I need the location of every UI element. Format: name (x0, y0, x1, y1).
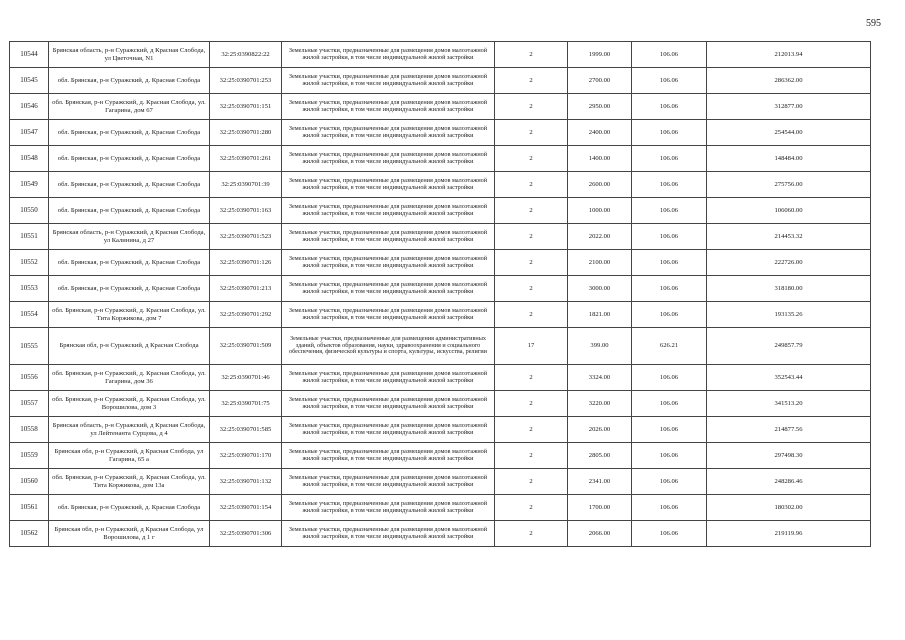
area-cell: 399.00 (568, 328, 632, 365)
address-cell: Брянская обл, р-н Суражский, д Красная Слобода, ул Ворошилова, д 1 г (49, 521, 210, 547)
cadastral-number-cell: 32:25:0390701:509 (210, 328, 282, 365)
table-row (10, 68, 871, 94)
cadastral-value-cell: 249857.79 (707, 328, 871, 365)
address-cell: Брянская область, р-н Суражский, д Красная Слобода, ул Калинина, д 27 (49, 224, 210, 250)
land-use-cell: Земельные участки, предназначенные для размещения домов малоэтажной жилой застройки, в том числе индивидуальной жилой застройки (282, 198, 495, 224)
area-cell: 2026.00 (568, 417, 632, 443)
rate-cell: 106.06 (632, 250, 707, 276)
table-row (10, 495, 871, 521)
area-cell: 2066.00 (568, 521, 632, 547)
address-cell: обл. Брянская, р-н Суражский, д. Красная Слобода, ул. Тита Коржикова, дом 7 (49, 302, 210, 328)
rate-cell: 106.06 (632, 495, 707, 521)
land-use-cell: Земельные участки, предназначенные для размещения домов малоэтажной жилой застройки, в том числе индивидуальной жилой застройки (282, 365, 495, 391)
table-row (10, 328, 871, 365)
address-cell: обл. Брянская, р-н Суражский, д. Красная Слобода (49, 495, 210, 521)
cadastral-value-cell: 214453.32 (707, 224, 871, 250)
row-id-cell: 10560 (10, 469, 49, 495)
row-id-cell: 10551 (10, 224, 49, 250)
land-use-cell: Земельные участки, предназначенные для размещения домов малоэтажной жилой застройки, в том числе индивидуальной жилой застройки (282, 224, 495, 250)
address-cell: обл. Брянская, р-н Суражский, д. Красная Слобода (49, 250, 210, 276)
row-id-cell: 10557 (10, 391, 49, 417)
cadastral-number-cell: 32:25:0390822:22 (210, 42, 282, 68)
address-cell: обл. Брянская, р-н Суражский, д. Красная Слобода (49, 172, 210, 198)
land-use-cell: Земельные участки, предназначенные для размещения домов малоэтажной жилой застройки, в том числе индивидуальной жилой застройки (282, 302, 495, 328)
use-code-cell: 2 (495, 94, 568, 120)
cadastral-value-cell: 180302.00 (707, 495, 871, 521)
table-row (10, 146, 871, 172)
row-id-cell: 10555 (10, 328, 49, 365)
rate-cell: 106.06 (632, 365, 707, 391)
rate-cell: 106.06 (632, 391, 707, 417)
land-use-cell: Земельные участки, предназначенные для размещения домов малоэтажной жилой застройки, в том числе индивидуальной жилой застройки (282, 495, 495, 521)
table-row (10, 417, 871, 443)
table-row (10, 521, 871, 547)
area-cell: 2700.00 (568, 68, 632, 94)
cadastral-number-cell: 32:25:0390701:280 (210, 120, 282, 146)
rate-cell: 106.06 (632, 68, 707, 94)
use-code-cell: 2 (495, 302, 568, 328)
cadastral-number-cell: 32:25:0390701:253 (210, 68, 282, 94)
cadastral-value-cell: 248286.46 (707, 469, 871, 495)
area-cell: 1000.00 (568, 198, 632, 224)
rate-cell: 106.06 (632, 302, 707, 328)
cadastral-value-cell: 212013.94 (707, 42, 871, 68)
cadastral-number-cell: 32:25:0390701:126 (210, 250, 282, 276)
land-use-cell: Земельные участки, предназначенные для размещения домов малоэтажной жилой застройки, в том числе индивидуальной жилой застройки (282, 120, 495, 146)
use-code-cell: 2 (495, 42, 568, 68)
table-row (10, 250, 871, 276)
cadastral-value-cell: 352543.44 (707, 365, 871, 391)
area-cell: 2022.00 (568, 224, 632, 250)
address-cell: обл. Брянская, р-н Суражский, д. Красная Слобода, ул. Тита Коржикова, дом 13а (49, 469, 210, 495)
address-cell: Брянская область, р-н Суражский, д Красная Слобода, ул Цветочная, N1 (49, 42, 210, 68)
row-id-cell: 10561 (10, 495, 49, 521)
rate-cell: 106.06 (632, 42, 707, 68)
table-row (10, 391, 871, 417)
address-cell: обл. Брянская, р-н Суражский, д. Красная Слобода, ул. Ворошилова, дом 3 (49, 391, 210, 417)
use-code-cell: 2 (495, 495, 568, 521)
area-cell: 1400.00 (568, 146, 632, 172)
table-body (10, 42, 871, 547)
area-cell: 1821.00 (568, 302, 632, 328)
row-id-cell: 10549 (10, 172, 49, 198)
area-cell: 2341.00 (568, 469, 632, 495)
rate-cell: 106.06 (632, 198, 707, 224)
cadastral-value-cell: 286362.00 (707, 68, 871, 94)
rate-cell: 106.06 (632, 469, 707, 495)
area-cell: 2805.00 (568, 443, 632, 469)
cadastral-value-cell: 148484.00 (707, 146, 871, 172)
cadastral-value-cell: 214877.56 (707, 417, 871, 443)
land-use-cell: Земельные участки, предназначенные для размещения домов малоэтажной жилой застройки, в том числе индивидуальной жилой застройки (282, 94, 495, 120)
row-id-cell: 10562 (10, 521, 49, 547)
area-cell: 3220.00 (568, 391, 632, 417)
use-code-cell: 2 (495, 198, 568, 224)
rate-cell: 626.21 (632, 328, 707, 365)
land-use-cell: Земельные участки, предназначенные для размещения домов малоэтажной жилой застройки, в том числе индивидуальной жилой застройки (282, 68, 495, 94)
table-row (10, 172, 871, 198)
use-code-cell: 2 (495, 391, 568, 417)
cadastral-number-cell: 32:25:0390701:132 (210, 469, 282, 495)
cadastral-number-cell: 32:25:0390701:154 (210, 495, 282, 521)
rate-cell: 106.06 (632, 276, 707, 302)
cadastral-number-cell: 32:25:0390701:213 (210, 276, 282, 302)
use-code-cell: 2 (495, 146, 568, 172)
cadastral-value-cell: 318180.00 (707, 276, 871, 302)
area-cell: 3000.00 (568, 276, 632, 302)
cadastral-number-cell: 32:25:0390701:163 (210, 198, 282, 224)
cadastral-number-cell: 32:25:0390701:75 (210, 391, 282, 417)
row-id-cell: 10544 (10, 42, 49, 68)
row-id-cell: 10546 (10, 94, 49, 120)
cadastral-number-cell: 32:25:0390701:46 (210, 365, 282, 391)
row-id-cell: 10548 (10, 146, 49, 172)
address-cell: обл. Брянская, р-н Суражский, д. Красная Слобода, ул. Гагарина, дом 36 (49, 365, 210, 391)
row-id-cell: 10553 (10, 276, 49, 302)
rate-cell: 106.06 (632, 120, 707, 146)
use-code-cell: 2 (495, 224, 568, 250)
address-cell: обл. Брянская, р-н Суражский, д. Красная Слобода, ул. Гагарина, дом 67 (49, 94, 210, 120)
rate-cell: 106.06 (632, 417, 707, 443)
cadastral-value-cell: 222726.00 (707, 250, 871, 276)
cadastral-value-cell: 254544.00 (707, 120, 871, 146)
table-row (10, 469, 871, 495)
cadastral-number-cell: 32:25:0390701:292 (210, 302, 282, 328)
area-cell: 1999.00 (568, 42, 632, 68)
cadastral-value-cell: 341513.20 (707, 391, 871, 417)
land-use-cell: Земельные участки, предназначенные для размещения домов малоэтажной жилой застройки, в том числе индивидуальной жилой застройки (282, 172, 495, 198)
table-row (10, 224, 871, 250)
land-use-cell: Земельные участки, предназначенные для размещения домов малоэтажной жилой застройки, в том числе индивидуальной жилой застройки (282, 443, 495, 469)
use-code-cell: 17 (495, 328, 568, 365)
address-cell: обл. Брянская, р-н Суражский, д. Красная Слобода (49, 120, 210, 146)
table-row (10, 443, 871, 469)
use-code-cell: 2 (495, 172, 568, 198)
area-cell: 1700.00 (568, 495, 632, 521)
rate-cell: 106.06 (632, 172, 707, 198)
table-row (10, 198, 871, 224)
cadastral-number-cell: 32:25:0390701:39 (210, 172, 282, 198)
rate-cell: 106.06 (632, 443, 707, 469)
cadastral-value-cell: 312877.00 (707, 94, 871, 120)
row-id-cell: 10547 (10, 120, 49, 146)
use-code-cell: 2 (495, 276, 568, 302)
land-plots-table (9, 41, 871, 547)
use-code-cell: 2 (495, 521, 568, 547)
area-cell: 2950.00 (568, 94, 632, 120)
land-use-cell: Земельные участки, предназначенные для размещения домов малоэтажной жилой застройки, в том числе индивидуальной жилой застройки (282, 42, 495, 68)
cadastral-value-cell: 106060.00 (707, 198, 871, 224)
cadastral-value-cell: 297498.30 (707, 443, 871, 469)
area-cell: 3324.00 (568, 365, 632, 391)
address-cell: обл. Брянская, р-н Суражский, д. Красная Слобода (49, 276, 210, 302)
table-row (10, 302, 871, 328)
area-cell: 2600.00 (568, 172, 632, 198)
address-cell: обл. Брянская, р-н Суражский, д. Красная Слобода (49, 146, 210, 172)
use-code-cell: 2 (495, 250, 568, 276)
cadastral-number-cell: 32:25:0390701:151 (210, 94, 282, 120)
rate-cell: 106.06 (632, 224, 707, 250)
rate-cell: 106.06 (632, 521, 707, 547)
cadastral-value-cell: 193135.26 (707, 302, 871, 328)
rate-cell: 106.06 (632, 146, 707, 172)
cadastral-number-cell: 32:25:0390701:585 (210, 417, 282, 443)
use-code-cell: 2 (495, 68, 568, 94)
row-id-cell: 10545 (10, 68, 49, 94)
rate-cell: 106.06 (632, 94, 707, 120)
table-row (10, 42, 871, 68)
cadastral-number-cell: 32:25:0390701:306 (210, 521, 282, 547)
cadastral-number-cell: 32:25:0390701:170 (210, 443, 282, 469)
use-code-cell: 2 (495, 469, 568, 495)
area-cell: 2100.00 (568, 250, 632, 276)
land-use-cell: Земельные участки, предназначенные для размещения домов малоэтажной жилой застройки, в том числе индивидуальной жилой застройки (282, 146, 495, 172)
table-row (10, 276, 871, 302)
row-id-cell: 10559 (10, 443, 49, 469)
land-use-cell: Земельные участки, предназначенные для размещения административных зданий, объектов образования, науки, здравоохранения и социального обеспечения, физической культуры и спорта, культуры, искусства, религии (282, 328, 495, 365)
address-cell: Брянская обл, р-н Суражский, д Красная Слобода (49, 328, 210, 365)
land-use-cell: Земельные участки, предназначенные для размещения домов малоэтажной жилой застройки, в том числе индивидуальной жилой застройки (282, 521, 495, 547)
row-id-cell: 10558 (10, 417, 49, 443)
land-use-cell: Земельные участки, предназначенные для размещения домов малоэтажной жилой застройки, в том числе индивидуальной жилой застройки (282, 391, 495, 417)
row-id-cell: 10552 (10, 250, 49, 276)
address-cell: обл. Брянская, р-н Суражский, д. Красная Слобода (49, 68, 210, 94)
page-number: 595 (866, 18, 881, 29)
row-id-cell: 10554 (10, 302, 49, 328)
address-cell: Брянская область, р-н Суражский, д Красная Слобода, ул Лейтенанта Сурцова, д 4 (49, 417, 210, 443)
area-cell: 2400.00 (568, 120, 632, 146)
cadastral-value-cell: 275756.00 (707, 172, 871, 198)
table-row (10, 365, 871, 391)
cadastral-number-cell: 32:25:0390701:261 (210, 146, 282, 172)
use-code-cell: 2 (495, 417, 568, 443)
land-use-cell: Земельные участки, предназначенные для размещения домов малоэтажной жилой застройки, в том числе индивидуальной жилой застройки (282, 276, 495, 302)
use-code-cell: 2 (495, 120, 568, 146)
table-row (10, 94, 871, 120)
cadastral-value-cell: 219119.96 (707, 521, 871, 547)
land-use-cell: Земельные участки, предназначенные для размещения домов малоэтажной жилой застройки, в том числе индивидуальной жилой застройки (282, 417, 495, 443)
address-cell: обл. Брянская, р-н Суражский, д. Красная Слобода (49, 198, 210, 224)
cadastral-number-cell: 32:25:0390701:523 (210, 224, 282, 250)
table-row (10, 120, 871, 146)
row-id-cell: 10550 (10, 198, 49, 224)
address-cell: Брянская обл, р-н Суражский, д Красная Слобода, ул Гагарина, 65 а (49, 443, 210, 469)
land-use-cell: Земельные участки, предназначенные для размещения домов малоэтажной жилой застройки, в том числе индивидуальной жилой застройки (282, 250, 495, 276)
row-id-cell: 10556 (10, 365, 49, 391)
use-code-cell: 2 (495, 443, 568, 469)
land-use-cell: Земельные участки, предназначенные для размещения домов малоэтажной жилой застройки, в том числе индивидуальной жилой застройки (282, 469, 495, 495)
use-code-cell: 2 (495, 365, 568, 391)
